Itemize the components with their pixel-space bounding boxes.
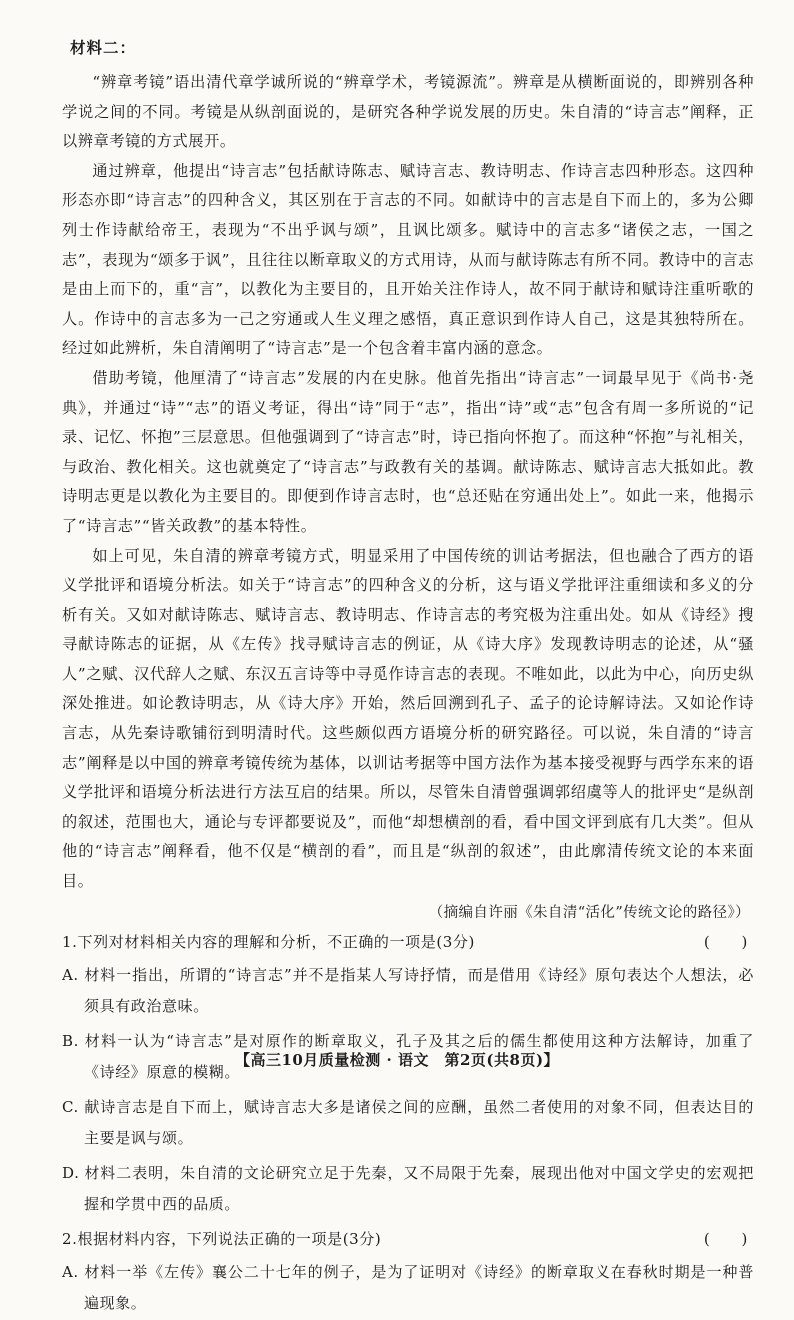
passage-paragraph: 借助考镜，他厘清了“诗言志”发展的内在史脉。他首先指出“诗言志”一词最早见于《尚书·尧典》，并通过“诗”“志”的语义考证，得出“诗”同于“志”，指出“诗”或“志”包含有周一多所说的“记录、记忆、怀抱”三层意思。但他强调到了“诗言志”时，诗已指向怀抱了。而这种“怀抱”与礼相关，与政治、教化相关。这也就奠定了“诗言志”与政教有关的基调。献诗陈志、赋诗言志大抵如此。教诗明志更是以教化为主要目的。即便到作诗言志时，也“总还贴在穷通出处上”。如此一来，他揭示了“诗言志”“皆关政教”的基本特性。	[62, 368, 754, 535]
option-letter: C.	[62, 1097, 79, 1116]
option-letter: A.	[62, 1262, 79, 1281]
option-text: 献诗言志是自下而上，赋诗言志大多是诸侯之间的应酬，虽然二者使用的对象不同，但表达目的主要是讽与颂。	[84, 1097, 754, 1148]
question-stem: 2.根据材料内容，下列说法正确的一项是(3分)	[62, 1229, 382, 1248]
option-letter: D.	[62, 1163, 80, 1182]
option-a	[62, 1257, 754, 1320]
option-text: 材料一指出，所谓的“诗言志”并不是指某人写诗抒情，而是借用《诗经》原句表达个人想法，必须具有政治意味。	[84, 965, 754, 1016]
question-stem: 1.下列对材料相关内容的理解和分析，不正确的一项是(3分)	[62, 932, 475, 951]
section-heading: 材料二：	[70, 38, 137, 57]
option-c	[62, 1092, 754, 1155]
question-1	[62, 928, 754, 957]
passage-paragraph: “辨章考镜”语出清代章学诚所说的“辨章学术，考镜源流”。辨章是从横断面说的，即辨别各种学说之间的不同。考镜是从纵剖面说的，是研究各种学说发展的历史。朱自清的“诗言志”阐释，正以辨章考镜的方式展开。	[62, 73, 754, 151]
question-2	[62, 1225, 754, 1254]
option-a	[62, 960, 754, 1023]
passage-paragraph: 如上可见，朱自清的辨章考镜方式，明显采用了中国传统的训诂考据法，但也融合了西方的语义学批评和语境分析法。如关于“诗言志”的四种含义的分析，这与语义学批评注重细读和多义的分析有关。又如对献诗陈志、赋诗言志、教诗明志、作诗言志的考究极为注重出处。如从《诗经》搜寻献诗陈志的证据，从《左传》找寻赋诗言志的例证，从《诗大序》发现教诗明志的论述，从“骚人”之赋、汉代辞人之赋、东汉五言诗等中寻觅作诗言志的表现。不唯如此，以此为中心，向历史纵深处推进。如论教诗明志，从《诗大序》开始，然后回溯到孔子、孟子的论诗解诗法。又如论作诗言志，从先秦诗歌铺衍到明清时代。这些颇似西方语境分析的研究路径。可以说，朱自清的“诗言志”阐释是以中国的辨章考镜传统为基体，以训诂考据等中国方法作为基本接受视野与西学东来的语义学批评和语境分析法进行方法互启的结果。所以，尽管朱自清曾强调郭绍虞等人的批评史“是纵剖的叙述，范围也大，通论与专评都要说及”，而他“却想横剖的看，看中国文评到底有几大类”。但从他的“诗言志”阐释看，他不仅是“横剖的看”，而且是“纵剖的叙述”，由此廓清传统文论的本来面目。	[62, 546, 754, 891]
option-letter: A.	[62, 965, 79, 984]
option-text: 材料二表明，朱自清的文论研究立足于先秦，又不局限于先秦，展现出他对中国文学史的宏观把握和学贯中西的品质。	[84, 1163, 754, 1214]
answer-blank: ( )	[703, 1229, 748, 1248]
answer-blank: ( )	[703, 932, 748, 951]
option-letter: B.	[62, 1031, 79, 1050]
option-d	[62, 1158, 754, 1221]
page-footer: 【高三10月质量检测 · 语文 第2页(共8页)】	[234, 1051, 560, 1069]
option-text: 材料一举《左传》襄公二十七年的例子，是为了证明对《诗经》的断章取义在春秋时期是一种普遍现象。	[84, 1262, 754, 1313]
option-text: 材料一认为“诗言志”是对原作的断章取义，孔子及其之后的儒生都使用这种方法解诗，加重了《诗经》原意的模糊。	[84, 1031, 754, 1082]
source-citation: （摘编自许丽《朱自清“活化”传统文论的路径》）	[428, 904, 750, 921]
passage-paragraph: 通过辨章，他提出“诗言志”包括献诗陈志、赋诗言志、教诗明志、作诗言志四种形态。这四种形态亦即“诗言志”的四种含义，其区别在于言志的不同。如献诗中的言志是自下而上的，多为公卿列士作诗献给帝王，表现为“不出乎讽与颂”，且讽比颂多。赋诗中的言志多“诸侯之志，一国之志”，表现为“颂多于讽”，且往往以断章取义的方式用诗，从而与献诗陈志有所不同。教诗中的言志是由上而下的，重“言”，以教化为主要目的，且开始关注作诗人，故不同于献诗和赋诗注重听歌的人。作诗中的言志多为一己之穷通或人生义理之感悟，真正意识到作诗人自己，这是其独特所在。经过如此辨析，朱自清阐明了“诗言志”是一个包含着丰富内涵的意念。	[62, 161, 754, 358]
